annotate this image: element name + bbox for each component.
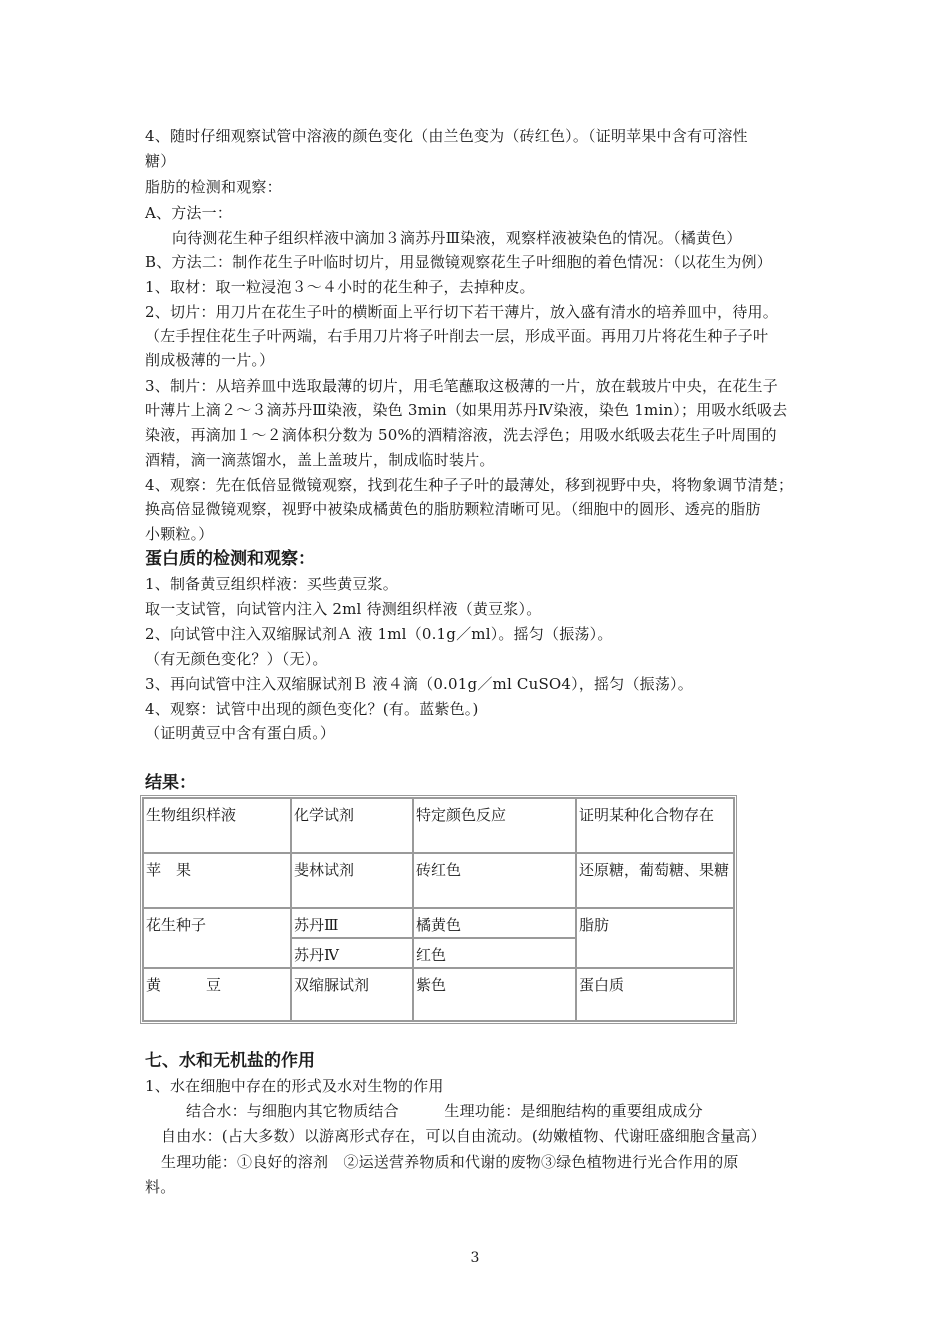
- text-line: 生理功能：①良好的溶剂 ②运送营养物质和代谢的废物③绿色植物进行光合作用的原: [161, 1153, 739, 1171]
- text-line: B、方法二：制作花生子叶临时切片，用显微镜观察花生子叶细胞的着色情况：（以花生为例）: [145, 253, 772, 271]
- table-header-cell: 生物组织样液: [143, 798, 291, 853]
- text-line: 酒精，滴一滴蒸馏水，盖上盖玻片，制成临时装片。: [145, 451, 495, 469]
- table-cell: 黄 豆: [143, 968, 291, 1021]
- text-line: 取一支试管，向试管内注入 2ml 待测组织样液（黄豆浆）。: [145, 600, 542, 618]
- table-header-cell: 化学试剂: [291, 798, 413, 853]
- table-cell: 苏丹Ⅲ: [291, 908, 413, 938]
- table-cell: 脂肪: [576, 908, 734, 968]
- table-header-cell: 特定颜色反应: [413, 798, 576, 853]
- text-line: 2、向试管中注入双缩脲试剂Ａ 液 1ml（0.1g／ml）。摇匀（振荡）。: [145, 625, 613, 643]
- text-line: （证明黄豆中含有蛋白质。）: [145, 724, 336, 742]
- table-cell: 砖红色: [413, 853, 576, 908]
- page-number: 3: [470, 1250, 480, 1266]
- text-line: 4、观察：试管中出现的颜色变化？(有。蓝紫色。): [145, 700, 479, 718]
- text-line: 结合水：与细胞内其它物质结合 生理功能：是细胞结构的重要组成成分: [186, 1102, 703, 1120]
- text-line: 叶薄片上滴２～３滴苏丹Ⅲ染液，染色 3min（如果用苏丹Ⅳ染液，染色 1min）；用吸水纸吸去: [145, 401, 788, 419]
- table-cell: 斐林试剂: [291, 853, 413, 908]
- text-line: （有无颜色变化？）（无）。: [145, 650, 328, 668]
- text-line: 1、取材：取一粒浸泡３～４小时的花生种子，去掉种皮。: [145, 278, 535, 296]
- text-line: A、方法一：: [145, 204, 233, 222]
- table-cell: 橘黄色: [413, 908, 576, 938]
- text-line: 脂肪的检测和观察：: [145, 178, 282, 196]
- text-line: 料。: [145, 1178, 176, 1196]
- text-line: 小颗粒。）: [145, 525, 214, 543]
- table-cell: 蛋白质: [576, 968, 734, 1021]
- text-line: 染液，再滴加１～２滴体积分数为 50%的酒精溶液，洗去浮色；用吸水纸吸去花生子叶周围的: [145, 426, 777, 444]
- text-line: 4、随时仔细观察试管中溶液的颜色变化（由兰色变为（砖红色）。（证明苹果中含有可溶性: [145, 127, 748, 145]
- table-cell: 红色: [413, 938, 576, 968]
- table-cell: 花生种子: [143, 908, 291, 968]
- result-heading: 结果：: [145, 773, 196, 793]
- text-line: 糖）: [145, 152, 176, 170]
- text-line: 3、再向试管中注入双缩脲试剂Ｂ 液４滴（0.01g／ml CuSO4），摇匀（振荡）。: [145, 675, 693, 693]
- table-cell: 苹 果: [143, 853, 291, 908]
- table-cell-text: 还原糖，葡萄糖、果糖: [579, 861, 730, 879]
- text-line: 4、观察：先在低倍显微镜观察，找到花生种子子叶的最薄处，移到视野中央，将物象调节清楚；: [145, 476, 794, 494]
- table-cell: 双缩脲试剂: [291, 968, 413, 1021]
- protein-heading: 蛋白质的检测和观察：: [145, 549, 315, 569]
- section7-heading: 七、水和无机盐的作用: [145, 1051, 315, 1071]
- table-cell: [576, 853, 734, 908]
- text-line: 3、制片：从培养皿中选取最薄的切片，用毛笔蘸取这极薄的一片，放在载玻片中央，在花生子: [145, 377, 778, 395]
- text-line: 换高倍显微镜观察，视野中被染成橘黄色的脂肪颗粒清晰可见。（细胞中的圆形、透亮的脂肪: [145, 500, 761, 518]
- text-line: 1、制备黄豆组织样液：买些黄豆浆。: [145, 575, 398, 593]
- result-table: [140, 795, 737, 1024]
- text-line: （左手捏住花生子叶两端，右手用刀片将子叶削去一层，形成平面。再用刀片将花生种子子叶: [145, 327, 769, 345]
- text-line: 削成极薄的一片。）: [145, 351, 275, 369]
- table-header-cell: 证明某种化合物存在: [576, 798, 734, 853]
- text-line: 向待测花生种子组织样液中滴加３滴苏丹Ⅲ染液，观察样液被染色的情况。（橘黄色）: [172, 229, 742, 247]
- table-cell: 苏丹Ⅳ: [291, 938, 413, 968]
- text-line: 自由水：(占大多数）以游离形式存在，可以自由流动。(幼嫩植物、代谢旺盛细胞含量高）: [161, 1127, 766, 1145]
- table-cell: 紫色: [413, 968, 576, 1021]
- text-line: 1、水在细胞中存在的形式及水对生物的作用: [145, 1077, 444, 1095]
- text-line: 2、切片：用刀片在花生子叶的横断面上平行切下若干薄片，放入盛有清水的培养皿中，待用。: [145, 303, 778, 321]
